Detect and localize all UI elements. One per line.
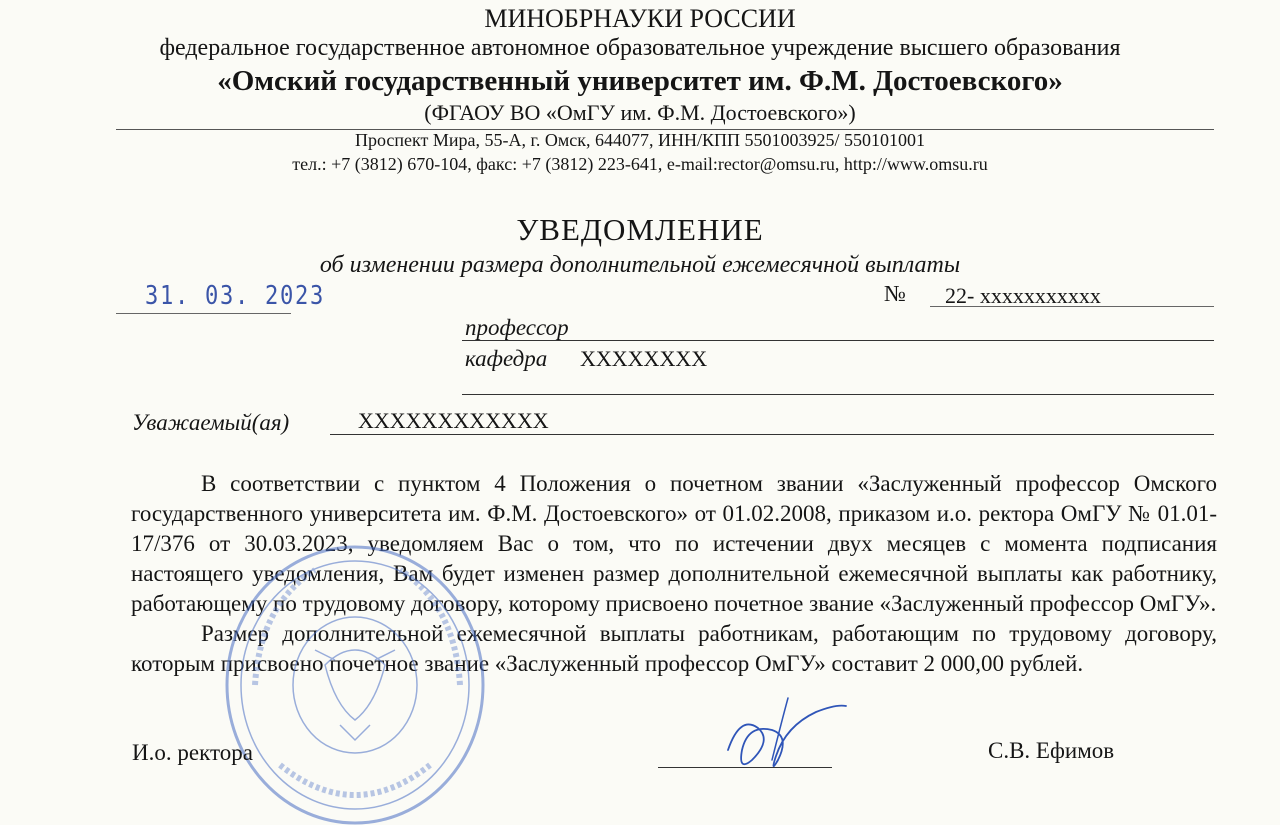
recipient-name: XXXXXXXXXXXX — [358, 408, 549, 433]
date-stamp: 31. 03. 2023 — [145, 281, 326, 311]
document-title: УВЕДОМЛЕНИЕ — [516, 212, 764, 247]
department-underline — [462, 394, 1214, 395]
greeting-label: Уважаемый(ая) — [132, 410, 290, 435]
date-underline — [116, 313, 291, 314]
university-name: «Омский государственный университет им. Ф.М. Достоевского» — [217, 65, 1063, 97]
recipient-position: профессор — [465, 315, 569, 340]
position-underline — [462, 340, 1214, 341]
university-address: Проспект Мира, 55-А, г. Омск, 644077, ИНН/КПП 5501003925/ 550101001 — [354, 130, 926, 150]
body-paragraph-2: Размер дополнительной ежемесячной выплаты работникам, работающим по трудовому договору, которым присвоено почетное звание «Заслуженный профессор ОмГУ» составит 2 000,00 рублей. — [131, 621, 1217, 676]
number-sign: № — [884, 281, 906, 306]
document-subtitle: об изменении размера дополнительной ежемесячной выплаты — [319, 252, 961, 278]
number-underline — [930, 306, 1214, 307]
department-label: кафедра — [465, 346, 548, 371]
signer-title: И.о. ректора — [132, 740, 253, 765]
university-contacts: тел.: +7 (3812) 670-104, факс: +7 (3812) 223-641, e-mail:rector@omsu.ru, http://www.omsu.ru — [292, 154, 988, 174]
notice-body — [131, 469, 1217, 679]
document-number: 22- xxxxxxxxxxx — [945, 283, 1101, 308]
institution-type: федеральное государственное автономное образовательное учреждение высшего образования — [159, 35, 1121, 61]
signature-line — [658, 767, 832, 768]
university-abbreviation: (ФГАОУ ВО «ОмГУ им. Ф.М. Достоевского») — [424, 100, 856, 125]
ministry-name: МИНОБРНАУКИ РОССИИ — [484, 4, 796, 33]
department-value: XXXXXXXX — [580, 346, 708, 371]
body-paragraph-1: В соответствии с пунктом 4 Положения о почетном звании «Заслуженный профессор Омского государственного университета им. Ф.М. Достоевского» от 01.02.2008, приказом и.о. ректора ОмГУ № 01.01-17/376 от 30.03.2023, уведомляем Вас о том, что по истечении двух месяцев с момента подписания настоящего уведомления, Вам будет изменен размер дополнительной ежемесячной выплаты как работнику, работающему по трудовому договору, которому присвоено почетное звание «Заслуженный профессор ОмГУ». — [131, 471, 1217, 616]
signer-name: С.В. Ефимов — [988, 738, 1115, 763]
greeting-underline — [330, 434, 1214, 435]
